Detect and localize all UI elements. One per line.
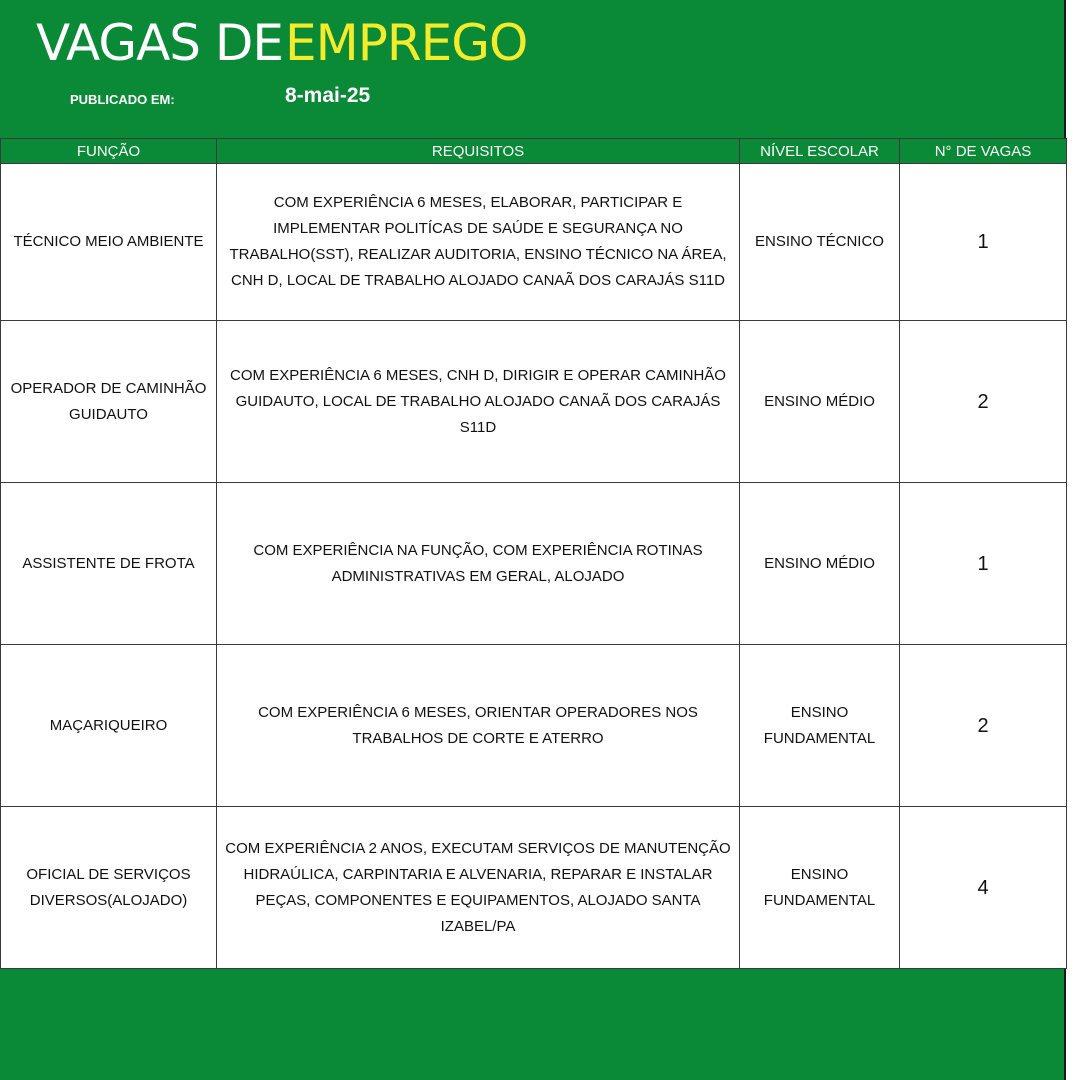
- table-row: [1, 321, 1067, 483]
- cell-nivel-escolar: ENSINO MÉDIO: [740, 483, 900, 645]
- cell-vagas: 2: [900, 645, 1067, 807]
- cell-nivel-escolar: ENSINO MÉDIO: [740, 321, 900, 483]
- cell-funcao: MAÇARIQUEIRO: [1, 645, 217, 807]
- cell-vagas: 2: [900, 321, 1067, 483]
- table-row: [1, 164, 1067, 321]
- jobs-table: [0, 138, 1067, 969]
- cell-nivel-escolar: ENSINO TÉCNICO: [740, 164, 900, 321]
- cell-funcao: TÉCNICO MEIO AMBIENTE: [1, 164, 217, 321]
- page-title-part2: EMPREGO: [285, 14, 528, 72]
- cell-requisitos: COM EXPERIÊNCIA 6 MESES, CNH D, DIRIGIR E OPERAR CAMINHÃO GUIDAUTO, LOCAL DE TRABALHO ALOJADO CANAÃ DOS CARAJÁS S11D: [217, 321, 740, 483]
- table-header-row: [1, 139, 1067, 164]
- cell-funcao: OFICIAL DE SERVIÇOS DIVERSOS(ALOJADO): [1, 807, 217, 969]
- cell-requisitos: COM EXPERIÊNCIA 6 MESES, ORIENTAR OPERADORES NOS TRABALHOS DE CORTE E ATERRO: [217, 645, 740, 807]
- table-row: [1, 483, 1067, 645]
- published-label: PUBLICADO EM:: [70, 92, 175, 107]
- cell-vagas: 1: [900, 164, 1067, 321]
- page-title-part1: VAGAS DE: [36, 14, 284, 72]
- cell-requisitos: COM EXPERIÊNCIA 2 ANOS, EXECUTAM SERVIÇOS DE MANUTENÇÃO HIDRAÚLICA, CARPINTARIA E ALVENARIA, REPARAR E INSTALAR PEÇAS, COMPONENTES E EQUIPAMENTOS, ALOJADO SANTA IZABEL/PA: [217, 807, 740, 969]
- header: [0, 0, 1066, 138]
- cell-vagas: 1: [900, 483, 1067, 645]
- table-row: [1, 807, 1067, 969]
- cell-vagas: 4: [900, 807, 1067, 969]
- table-row: [1, 645, 1067, 807]
- column-header-funcao: FUNÇÃO: [1, 139, 217, 164]
- column-header-nivel-escolar: NÍVEL ESCOLAR: [740, 139, 900, 164]
- column-header-vagas: N° DE VAGAS: [900, 139, 1067, 164]
- cell-nivel-escolar: ENSINO FUNDAMENTAL: [740, 645, 900, 807]
- cell-funcao: ASSISTENTE DE FROTA: [1, 483, 217, 645]
- cell-funcao: OPERADOR DE CAMINHÃO GUIDAUTO: [1, 321, 217, 483]
- published-date: 8-mai-25: [285, 84, 371, 107]
- cell-requisitos: COM EXPERIÊNCIA NA FUNÇÃO, COM EXPERIÊNCIA ROTINAS ADMINISTRATIVAS EM GERAL, ALOJADO: [217, 483, 740, 645]
- cell-nivel-escolar: ENSINO FUNDAMENTAL: [740, 807, 900, 969]
- cell-requisitos: COM EXPERIÊNCIA 6 MESES, ELABORAR, PARTICIPAR E IMPLEMENTAR POLITÍCAS DE SAÚDE E SEGURANÇA NO TRABALHO(SST), REALIZAR AUDITORIA, ENSINO TÉCNICO NA ÁREA, CNH D, LOCAL DE TRABALHO ALOJADO CANAÃ DOS CARAJÁS S11D: [217, 164, 740, 321]
- column-header-requisitos: REQUISITOS: [217, 139, 740, 164]
